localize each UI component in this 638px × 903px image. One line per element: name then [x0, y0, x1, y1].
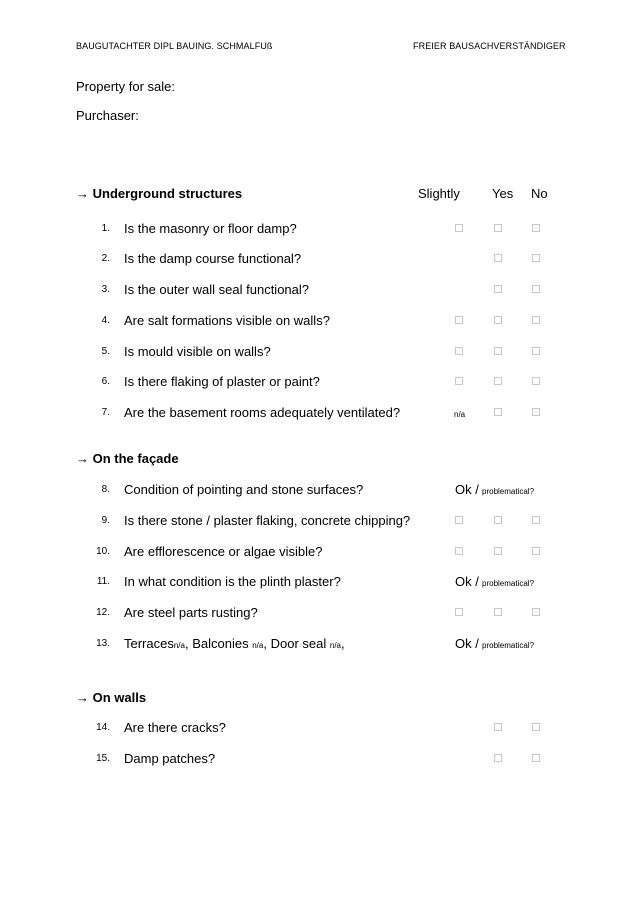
- q10-slightly-checkbox[interactable]: [455, 547, 463, 555]
- q8-ok-text: Ok /: [455, 482, 479, 497]
- q3-no-checkbox[interactable]: [532, 285, 540, 293]
- q10-yes-checkbox[interactable]: [494, 547, 502, 555]
- question-9-number: 9.: [101, 515, 110, 526]
- q3-yes-checkbox[interactable]: [494, 285, 502, 293]
- header-right: FREIER BAUSACHVERSTÄNDIGER: [413, 41, 566, 51]
- question-10-number: 10.: [96, 546, 110, 557]
- q13-balconies: Balconies: [192, 636, 249, 651]
- q11-problematical-text: problematical?: [482, 579, 535, 588]
- question-12-text: Are steel parts rusting?: [124, 605, 258, 620]
- column-slightly: Slightly: [418, 186, 460, 201]
- question-9-text: Is there stone / plaster flaking, concrete chipping?: [124, 513, 411, 528]
- q4-no-checkbox[interactable]: [532, 316, 540, 324]
- question-5-number: 5.: [101, 346, 110, 357]
- q4-yes-checkbox[interactable]: [494, 316, 502, 324]
- question-12-number: 12.: [96, 607, 110, 618]
- q13-problematical-text: problematical?: [482, 641, 535, 650]
- section-walls-title: → On walls: [76, 690, 147, 705]
- question-11-number: 11.: [96, 576, 110, 587]
- purchaser-label: Purchaser:: [76, 108, 139, 123]
- question-8-number: 8.: [101, 484, 110, 495]
- question-14-text: Are there cracks?: [124, 720, 226, 735]
- q5-slightly-checkbox[interactable]: [455, 347, 463, 355]
- q14-no-checkbox[interactable]: [532, 723, 540, 731]
- q12-slightly-checkbox[interactable]: [455, 608, 463, 616]
- q2-no-checkbox[interactable]: [532, 254, 540, 262]
- q1-no-checkbox[interactable]: [532, 224, 540, 232]
- question-1-text: Is the masonry or floor damp?: [124, 221, 297, 236]
- question-15-text: Damp patches?: [124, 751, 216, 766]
- question-3-text: Is the outer wall seal functional?: [124, 282, 309, 297]
- q1-slightly-checkbox[interactable]: [455, 224, 463, 232]
- question-7-number: 7.: [101, 407, 110, 418]
- question-3-number: 3.: [101, 284, 110, 295]
- q9-yes-checkbox[interactable]: [494, 516, 502, 524]
- question-6-number: 6.: [101, 376, 110, 387]
- q7-yes-checkbox[interactable]: [494, 408, 502, 416]
- q15-yes-checkbox[interactable]: [494, 754, 502, 762]
- question-2-number: 2.: [101, 253, 110, 264]
- question-8-text: Condition of pointing and stone surfaces?: [124, 482, 364, 497]
- column-yes: Yes: [492, 186, 514, 201]
- q13-balconies-na: n/a: [252, 641, 264, 650]
- q7-na-text: n/a: [454, 410, 466, 419]
- question-6-text: Is there flaking of plaster or paint?: [124, 374, 320, 389]
- question-13-number: 13.: [96, 638, 110, 649]
- q2-yes-checkbox[interactable]: [494, 254, 502, 262]
- question-7-text: Are the basement rooms adequately ventilated?: [124, 405, 401, 420]
- q7-no-checkbox[interactable]: [532, 408, 540, 416]
- q9-no-checkbox[interactable]: [532, 516, 540, 524]
- question-1-number: 1.: [101, 223, 110, 234]
- q6-no-checkbox[interactable]: [532, 377, 540, 385]
- q10-no-checkbox[interactable]: [532, 547, 540, 555]
- q13-sep-1: ,: [184, 636, 189, 651]
- header-left: BAUGUTACHTER DIPL BAUING. SCHMALFUß: [76, 41, 273, 51]
- property-label: Property for sale:: [76, 79, 175, 94]
- question-15-number: 15.: [96, 753, 110, 764]
- question-5-text: Is mould visible on walls?: [124, 344, 271, 359]
- q13-terraces-na: n/a: [173, 641, 185, 650]
- q8-problematical-text: problematical?: [482, 487, 535, 496]
- q12-no-checkbox[interactable]: [532, 608, 540, 616]
- question-2-text: Is the damp course functional?: [124, 251, 302, 266]
- q6-yes-checkbox[interactable]: [494, 377, 502, 385]
- question-4-text: Are salt formations visible on walls?: [124, 313, 330, 328]
- q13-terraces: Terraces: [124, 636, 174, 651]
- q5-yes-checkbox[interactable]: [494, 347, 502, 355]
- q13-door-seal-na: n/a: [329, 641, 341, 650]
- q9-slightly-checkbox[interactable]: [455, 516, 463, 524]
- q13-door-seal: Door seal: [270, 636, 327, 651]
- q6-slightly-checkbox[interactable]: [455, 377, 463, 385]
- section-underground-title: → Underground structures: [76, 186, 243, 201]
- section-facade-title: → On the façade: [76, 451, 179, 466]
- q5-no-checkbox[interactable]: [532, 347, 540, 355]
- q1-yes-checkbox[interactable]: [494, 224, 502, 232]
- question-10-text: Are efflorescence or algae visible?: [124, 544, 323, 559]
- q11-ok-text: Ok /: [455, 574, 479, 589]
- question-13-text: [124, 636, 345, 651]
- question-14-number: 14.: [96, 722, 110, 733]
- q13-sep-2: ,: [263, 636, 267, 651]
- question-11-text: In what condition is the plinth plaster?: [124, 574, 341, 589]
- q12-yes-checkbox[interactable]: [494, 608, 502, 616]
- question-4-number: 4.: [101, 315, 110, 326]
- q13-sep-3: ,: [341, 636, 345, 651]
- q14-yes-checkbox[interactable]: [494, 723, 502, 731]
- column-no: No: [531, 186, 548, 201]
- q13-ok-text: Ok /: [455, 636, 479, 651]
- q15-no-checkbox[interactable]: [532, 754, 540, 762]
- q4-slightly-checkbox[interactable]: [455, 316, 463, 324]
